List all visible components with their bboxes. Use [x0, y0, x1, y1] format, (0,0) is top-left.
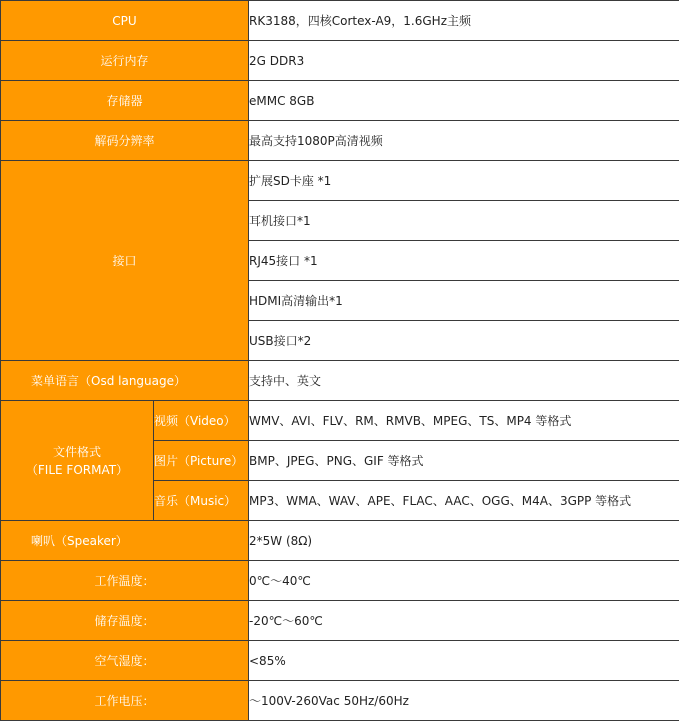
music-label: 音乐（Music）	[154, 481, 249, 521]
table-row	[1, 161, 679, 201]
interface-hdmi-value: HDMI高清输出*1	[249, 281, 679, 321]
file-format-label-en: （FILE FORMAT）	[25, 462, 129, 477]
decode-value: 最高支持1080P高清视频	[249, 121, 679, 161]
table-row	[1, 521, 679, 561]
table-row	[1, 681, 679, 721]
table-row	[1, 81, 679, 121]
ram-value: 2G DDR3	[249, 41, 679, 81]
osd-value: 支持中、英文	[249, 361, 679, 401]
table-row	[1, 361, 679, 401]
video-value: WMV、AVI、FLV、RM、RMVB、MPEG、TS、MP4 等格式	[249, 401, 679, 441]
table-row	[1, 401, 679, 441]
storage-value: eMMC 8GB	[249, 81, 679, 121]
interface-headphone-value: 耳机接口*1	[249, 201, 679, 241]
table-row	[1, 121, 679, 161]
interface-usb-value: USB接口*2	[249, 321, 679, 361]
speaker-value: 2*5W (8Ω)	[249, 521, 679, 561]
interface-sd-value: 扩展SD卡座 *1	[249, 161, 679, 201]
picture-value: BMP、JPEG、PNG、GIF 等格式	[249, 441, 679, 481]
table-row	[1, 641, 679, 681]
voltage-value: ～100V-260Vac 50Hz/60Hz	[249, 681, 679, 721]
storage-temp-label: 储存温度：	[1, 601, 249, 641]
file-format-label-cn: 文件格式	[52, 444, 101, 459]
storage-temp-value: -20℃～60℃	[249, 601, 679, 641]
cpu-value: RK3188，四核Cortex-A9，1.6GHz主频	[249, 1, 679, 41]
speaker-label: 喇叭（Speaker）	[1, 521, 249, 561]
table-row	[1, 601, 679, 641]
table-row	[1, 561, 679, 601]
ram-label: 运行内存	[1, 41, 249, 81]
storage-label: 存储器	[1, 81, 249, 121]
work-temp-value: 0℃～40℃	[249, 561, 679, 601]
cpu-label: CPU	[1, 1, 249, 41]
humidity-label: 空气湿度：	[1, 641, 249, 681]
file-format-label	[1, 401, 154, 521]
osd-label: 菜单语言（Osd language）	[1, 361, 249, 401]
interface-label: 接口	[1, 161, 249, 361]
decode-label: 解码分辨率	[1, 121, 249, 161]
picture-label: 图片（Picture）	[154, 441, 249, 481]
humidity-value: <85%	[249, 641, 679, 681]
interface-rj45-value: RJ45接口 *1	[249, 241, 679, 281]
table-row	[1, 41, 679, 81]
voltage-label: 工作电压：	[1, 681, 249, 721]
video-label: 视频（Video）	[154, 401, 249, 441]
music-value: MP3、WMA、WAV、APE、FLAC、AAC、OGG、M4A、3GPP 等格式	[249, 481, 679, 521]
work-temp-label: 工作温度：	[1, 561, 249, 601]
table-row	[1, 1, 679, 41]
